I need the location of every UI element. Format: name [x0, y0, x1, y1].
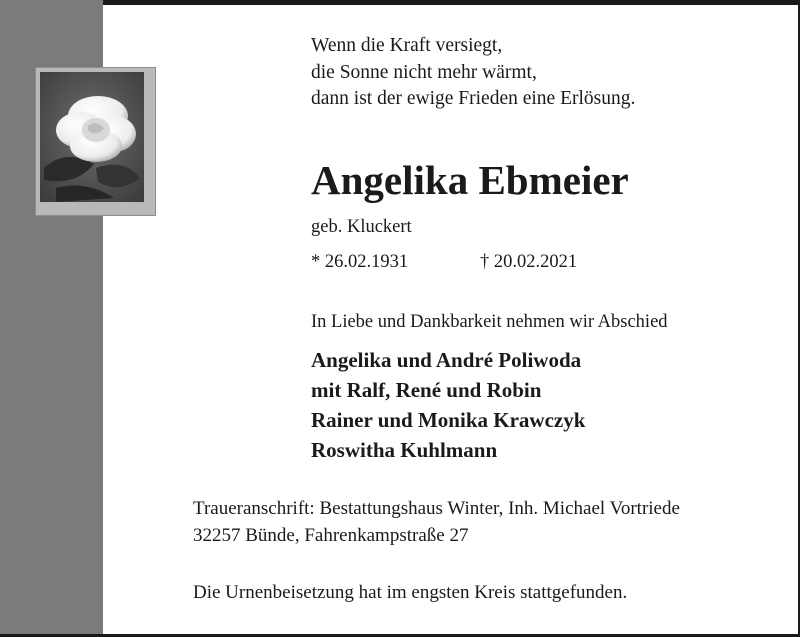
- mourner-line-1: Angelika und André Poliwoda: [311, 348, 582, 372]
- deceased-name: Angelika Ebmeier: [311, 157, 629, 203]
- birth-name: geb. Kluckert: [311, 217, 412, 237]
- mourner-line-4: Roswitha Kuhlmann: [311, 438, 498, 462]
- poem-line-3: dann ist der ewige Frieden eine Erlösung.: [311, 88, 636, 109]
- top-border: [103, 0, 800, 5]
- address-line-2: 32257 Bünde, Fahrenkampstraße 27: [193, 525, 469, 546]
- address-line-1: Traueranschrift: Bestattungshaus Winter, Inh. Michael Vortriede: [193, 498, 680, 519]
- poem-line-1: Wenn die Kraft versiegt,: [311, 35, 503, 56]
- birth-date: * 26.02.1931: [311, 252, 409, 272]
- farewell-line: In Liebe und Dankbarkeit nehmen wir Abschied: [311, 312, 668, 332]
- closing-note: Die Urnenbeisetzung hat im engsten Kreis stattgefunden.: [193, 582, 628, 603]
- mourner-line-2: mit Ralf, René und Robin: [311, 378, 542, 402]
- white-flower-photo: [35, 67, 156, 216]
- death-date: † 20.02.2021: [480, 252, 578, 272]
- poem-line-2: die Sonne nicht mehr wärmt,: [311, 62, 537, 83]
- mourner-line-3: Rainer und Monika Krawczyk: [311, 408, 586, 432]
